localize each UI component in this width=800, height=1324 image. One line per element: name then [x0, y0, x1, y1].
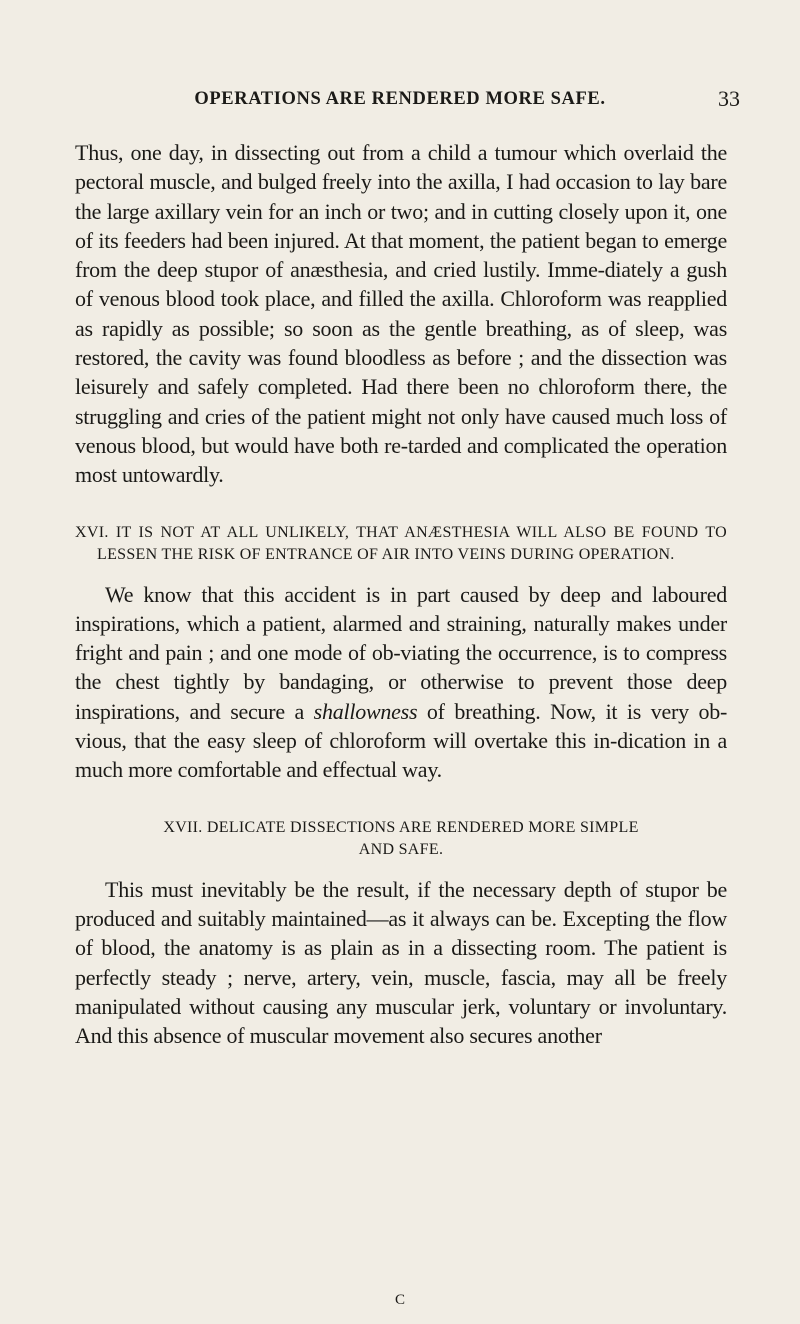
- section-heading-xvii-line1: XVII. DELICATE DISSECTIONS ARE RENDERED MORE SIMPLE: [163, 818, 639, 836]
- section-heading-xvii: [75, 817, 727, 862]
- running-head: [60, 86, 740, 112]
- signature-mark: C: [394, 1292, 405, 1308]
- emphasis-shallowness: shallowness: [313, 698, 418, 724]
- paragraph-delicate-dissections: This must inevitably be the result, if the necessary depth of stupor be produced and suitably maintained—as it always can be. Excepting the flow of blood, the anatomy is as plain as in a dissecting room. The patient is perfectly steady ; nerve, artery, vein, muscle, fascia, may all be freely manipulated without causing any muscular jerk, voluntary or involuntary. And this absence of muscular movement also secures another: [75, 876, 727, 1049]
- running-title: OPERATIONS ARE RENDERED MORE SAFE.: [194, 89, 606, 109]
- body-text: [75, 138, 727, 1050]
- page-number: 33: [718, 86, 740, 111]
- paragraph-text-start: We know that this accident is in part caused by deep and laboured inspirations, which a patient, alarmed and straining, naturally makes under fright and pain ; and one mode of ob-viating the occurrence, is to compress the chest tightly by bandaging, or otherwise to prevent those deep inspirations, and secure a: [75, 581, 727, 724]
- paragraph-air-in-veins: [75, 580, 727, 785]
- paragraph-tumour-dissection: Thus, one day, in dissecting out from a child a tumour which overlaid the pectoral muscle, and bulged freely into the axilla, I had occasion to lay bare the large axillary vein for an inch or two; and in cutting closely upon it, one of its feeders had been injured. At that moment, the patient began to emerge from the deep stupor of anæsthesia, and cried lustily. Imme-diately a gush of venous blood took place, and filled the axilla. Chloroform was reapplied as rapidly as possible; so soon as the gentle breathing, as of sleep, was restored, the cavity was found bloodless as before ; and the dissection was leisurely and safely completed. Had there been no chloroform there, the struggling and cries of the patient might not only have caused much loss of venous blood, but would have both re-tarded and complicated the operation most untowardly.: [75, 140, 727, 488]
- section-heading-xvii-line2: AND SAFE.: [358, 841, 444, 859]
- section-heading-xvi: XVI. IT IS NOT AT ALL UNLIKELY, THAT ANÆSTHESIA WILL ALSO BE FOUND TO LESSEN THE RISK OF ENTRANCE OF AIR INTO VEINS DURING OPERATION.: [75, 523, 727, 564]
- paragraph-text-end: of breathing. Now, it is very ob-vious, that the easy sleep of chloroform will overtake this in-dication in a much more comfortable and effectual way.: [75, 698, 728, 783]
